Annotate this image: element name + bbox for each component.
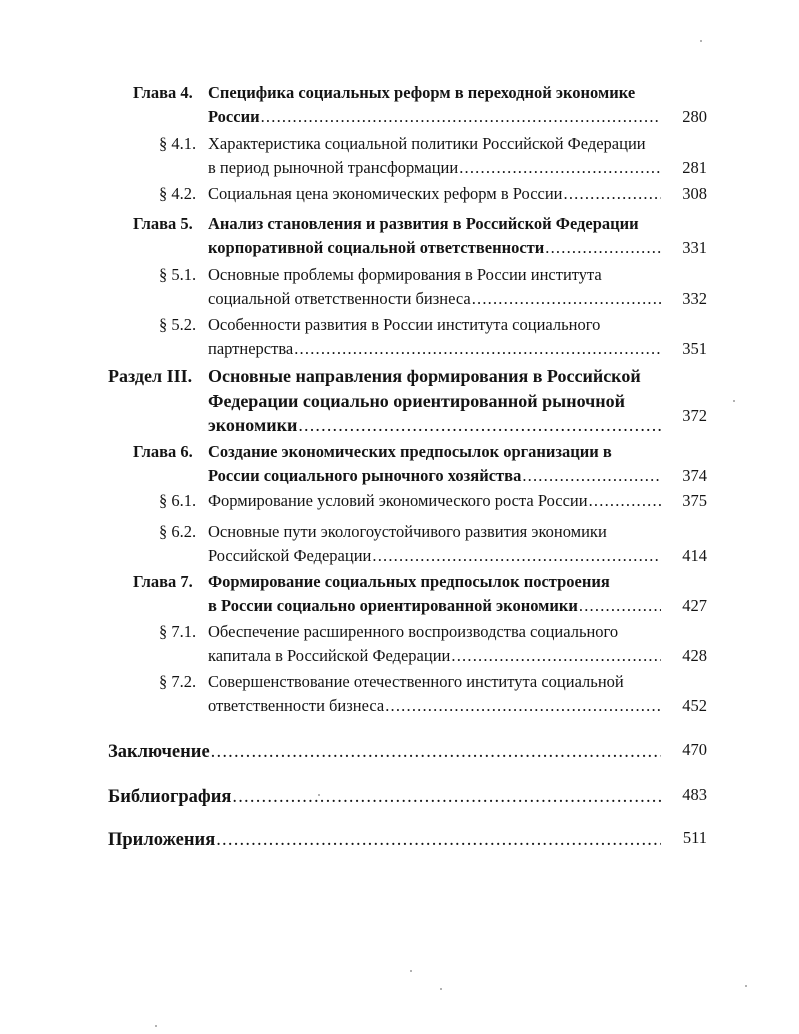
dot-leader [294, 337, 661, 361]
scan-speck [745, 985, 747, 987]
entry-title-line: Библиография [108, 787, 232, 807]
toc-entry-section-6-1[interactable] [133, 489, 707, 513]
entry-title-line: Особенности развития в России института социального [208, 315, 601, 334]
dot-leader [522, 464, 661, 488]
scan-speck [733, 400, 735, 402]
entry-title-line: в период рыночной трансформации [208, 158, 459, 177]
toc-entry-section-7-1[interactable] [133, 620, 707, 668]
entry-title-line: России социального рыночного хозяйства [208, 466, 522, 485]
page-number: 375 [682, 491, 707, 510]
entry-title-line: Обеспечение расширенного воспроизводства социального [208, 622, 619, 641]
entry-label: Раздел III. [108, 366, 193, 386]
scan-speck [155, 1025, 157, 1027]
page-number: 428 [682, 646, 707, 665]
entry-label: § 7.1. [159, 622, 197, 641]
toc-entry-chapter-7[interactable] [133, 570, 707, 618]
entry-title-line: ответственности бизнеса [208, 696, 385, 715]
page-number: 332 [682, 289, 707, 308]
toc-entry-section-4-1[interactable] [133, 132, 707, 180]
entry-title-line: Приложения [108, 830, 216, 850]
page-number: 308 [682, 184, 707, 203]
entry-title-line: Формирование условий экономического роста России [208, 491, 588, 510]
entry-label: § 4.1. [159, 134, 197, 153]
entry-label: § 5.1. [159, 265, 197, 284]
entry-title-line: корпоративной социальной ответственности [208, 238, 545, 257]
toc-entry-chapter-4[interactable] [133, 81, 707, 129]
dot-leader [298, 413, 661, 438]
page-number: 511 [682, 828, 707, 847]
entry-label: § 7.2. [159, 672, 197, 691]
entry-label: Глава 7. [133, 572, 193, 591]
entry-label: § 5.2. [159, 315, 197, 334]
scan-speck [700, 40, 702, 42]
entry-title-line: Российской Федерации [208, 546, 372, 565]
entry-title-line: Совершенствование отечественного института социальной [208, 672, 624, 691]
toc-entry-section-6-2[interactable] [133, 520, 707, 568]
scan-speck [318, 794, 320, 796]
toc-entry-bibliography[interactable] [108, 785, 707, 811]
toc-entry-conclusion[interactable] [108, 740, 707, 766]
entry-label: § 6.1. [159, 491, 197, 510]
dot-leader [459, 156, 661, 180]
entry-title-line: Основные проблемы формирования в России института [208, 265, 602, 284]
entry-title-line: в России социально ориентированной экономики [208, 596, 578, 615]
page-number: 427 [682, 596, 707, 615]
dot-leader [372, 544, 661, 568]
page-number: 281 [682, 158, 707, 177]
page-number: 414 [682, 546, 707, 565]
toc-entry-section-4-2[interactable] [133, 182, 707, 206]
entry-title-line: Заключение [108, 742, 210, 762]
toc-entry-section-5-1[interactable] [133, 263, 707, 311]
entry-label: § 6.2. [159, 522, 197, 541]
dot-leader [385, 694, 661, 718]
entry-label: § 4.2. [159, 184, 197, 203]
toc-entry-chapter-5[interactable] [133, 212, 707, 260]
page-number: 331 [682, 238, 707, 257]
dot-leader [211, 740, 661, 764]
dot-leader [451, 644, 661, 668]
page-number: 483 [682, 785, 707, 804]
dot-leader [261, 105, 661, 129]
entry-title-line: Основные пути экологоустойчивого развития экономики [208, 522, 607, 541]
page-number: 470 [682, 740, 707, 759]
entry-title-line: Основные направления формирования в Российской [208, 366, 641, 386]
entry-title-line: Федерации социально ориентированной рыночной [208, 390, 626, 411]
toc-entry-appendices[interactable] [108, 828, 707, 854]
entry-title-line: Создание экономических предпосылок организации в [208, 442, 612, 461]
entry-label: Глава 4. [133, 83, 193, 102]
entry-title-line: партнерства [208, 339, 294, 358]
page-number: 351 [682, 339, 707, 358]
page-number: 452 [682, 696, 707, 715]
toc-entry-part-3[interactable] [108, 364, 707, 438]
entry-label: Глава 5. [133, 214, 193, 233]
entry-title-line: Социальная цена экономических реформ в России [208, 184, 563, 203]
page-number: 280 [682, 107, 707, 126]
toc-entry-section-5-2[interactable] [133, 313, 707, 361]
page-number: 372 [682, 406, 707, 425]
toc-entry-chapter-6[interactable] [133, 440, 707, 488]
dot-leader [216, 828, 661, 852]
entry-title-line: Анализ становления и развития в Российской Федерации [208, 214, 639, 233]
entry-title-line: экономики [208, 415, 298, 435]
scan-speck [440, 988, 442, 990]
entry-title-line: России [208, 107, 260, 126]
entry-title-line: капитала в Российской Федерации [208, 646, 451, 665]
dot-leader [472, 287, 661, 311]
dot-leader [545, 236, 661, 260]
dot-leader [232, 785, 661, 809]
entry-title-line: социальной ответственности бизнеса [208, 289, 471, 308]
entry-title-line: Характеристика социальной политики Российской Федерации [208, 134, 646, 153]
toc-entry-section-7-2[interactable] [133, 670, 707, 718]
entry-title-line: Формирование социальных предпосылок построения [208, 572, 610, 591]
entry-label: Глава 6. [133, 442, 193, 461]
scan-speck [410, 970, 412, 972]
entry-title-line: Специфика социальных реформ в переходной экономике [208, 83, 636, 102]
page-number: 374 [682, 466, 707, 485]
